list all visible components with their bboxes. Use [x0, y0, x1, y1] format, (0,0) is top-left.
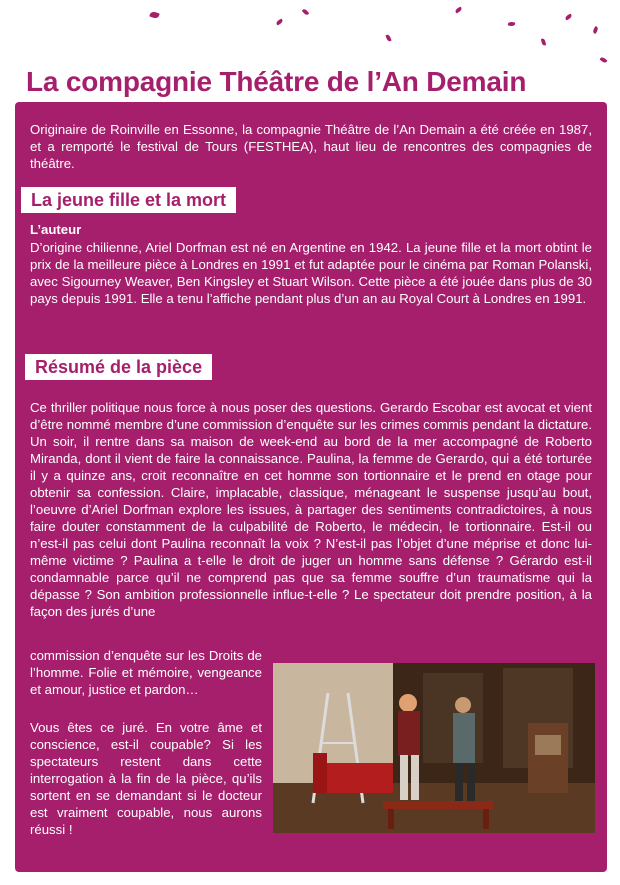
author-subheading: L’auteur	[30, 222, 82, 237]
summary-closing-paragraph: Vous êtes ce juré. En votre âme et conscience, est-il coupable? Si les spectateurs restent dans cette interrogation à la fin de la pièce, qu’ils sortent en se demandant si le docteur est vraiment coupable, nous aurons réussi !	[30, 720, 262, 837]
author-paragraph: D’origine chilienne, Ariel Dorfman est né en Argentine en 1942. La jeune fille et la mort obtint le prix de la meilleure pièce à Londres en 1991 et fut adaptée pour le cinéma par Roman Polanski, avec Sigourney Weaver, Ben Kingsley et Stuart Wilson. Cette pièce a été jouée dans plus de 30 pays depuis 1991. Elle a tenu l’affiche pendant plus d’un an au Royal Court à Londres en 1991.	[30, 240, 592, 306]
petal-decoration	[149, 11, 160, 20]
summary-paragraph: Ce thriller politique nous force à nous poser des questions. Gerardo Escobar est avocat et vient d’être nommé membre d’une commission d’enquête sur les crimes commis pendant la dictature. Un soir, il rentre dans sa maison de week-end au bord de la mer accompagné de Roberto Miranda, dont il vient de faire la connaissance. Paulina, la femme de Gerardo, qui a été torturée il y a quinze ans, croit reconnaître en cet homme son tortionnaire et le prend en otage pour obtenir sa confession. Claire, implacable, classique, ménageant le suspense jusqu’au bout, l’oeuvre d’Ariel Dorfman explore les issues, à partager des sentiments contradictoires, à nous faire douter constamment de la culpabilité de Roberto, le médecin, le tortionnaire. Est-il ou n’est-il pas celui dont Paulina reconnaît la voix ? N’est-il pas l’objet d’une méprise et donc lui-même victime ? Paulina a t-elle le droit de juger un homme sans défense ? Gérardo est-il condamnable parce qu’il ne comprend pas que sa femme souffre d’un traumatisme qui la dépasse ? Son ambition professionnelle influe-t-elle ? Le spectateur doit prendre position, à la façon des jurés d’une	[30, 400, 592, 619]
intro-paragraph: Originaire de Roinville en Essonne, la compagnie Théâtre de l’An Demain a été créée en 1987, et a remporté le festival de Tours (FESTHEA), haut lieu de rencontres des compagnies de théâtre.	[30, 122, 592, 171]
summary-side-paragraph: commission d’enquête sur les Droits de l’homme. Folie et mémoire, vengeance et amour, justice et pardon…	[30, 648, 262, 697]
petal-decoration	[564, 14, 572, 21]
section-heading-play: La jeune fille et la mort	[21, 187, 236, 213]
petal-decoration	[302, 8, 310, 16]
petal-decoration	[508, 21, 516, 26]
petal-decoration	[592, 26, 599, 34]
section-heading-summary: Résumé de la pièce	[25, 354, 212, 380]
petal-decoration	[454, 7, 462, 14]
petal-decoration	[541, 38, 546, 46]
petal-decoration	[385, 34, 391, 42]
petal-decoration	[600, 56, 608, 64]
petal-decoration	[275, 19, 283, 26]
stage-photo	[273, 663, 595, 833]
page-title: La compagnie Théâtre de l’An Demain	[26, 66, 527, 97]
